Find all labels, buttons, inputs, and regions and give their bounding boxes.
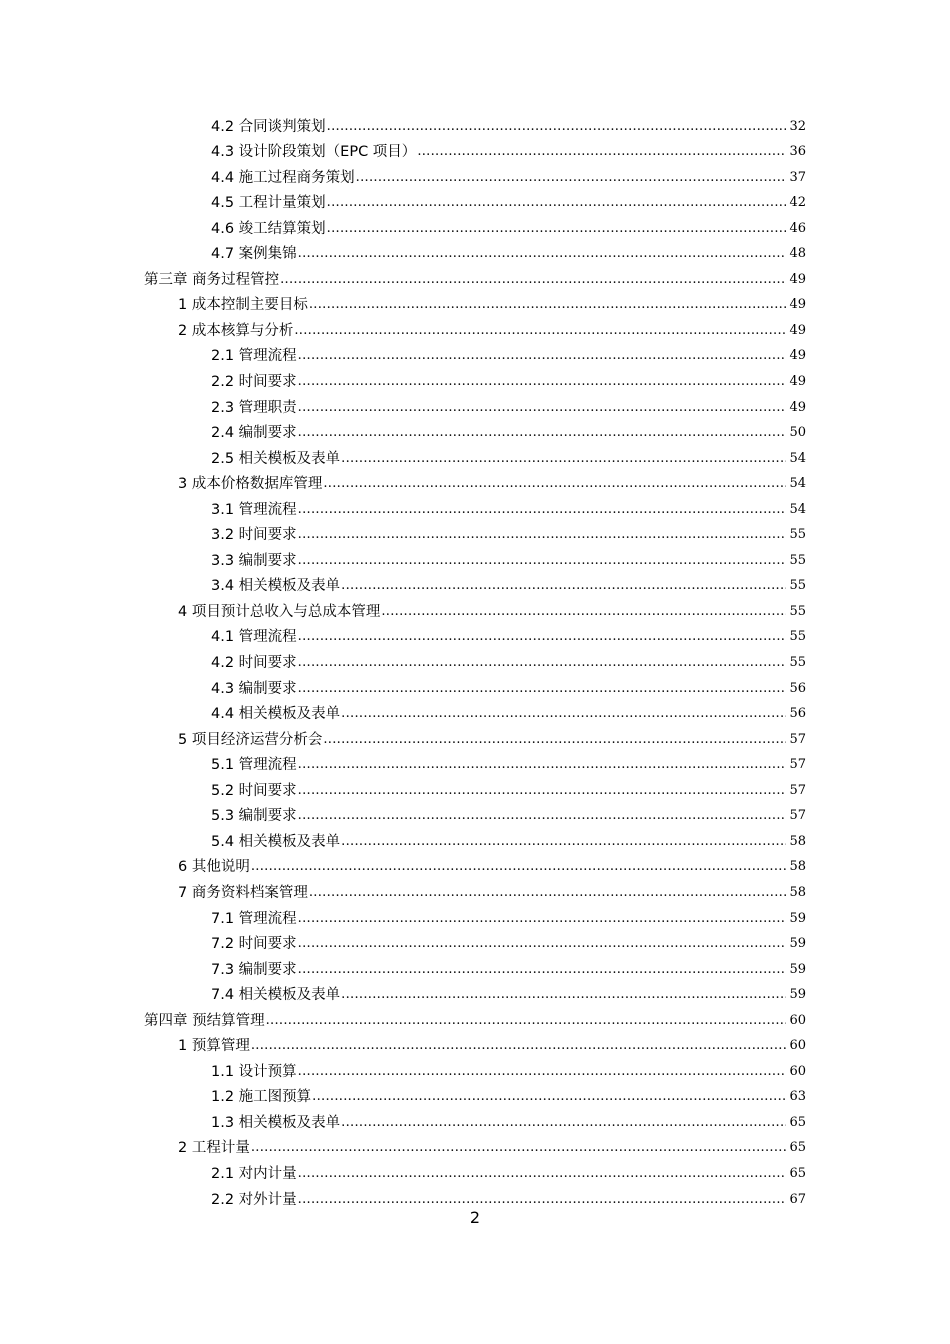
toc-entry-title: [211, 833, 340, 851]
toc-entry-number: 第四章: [144, 1012, 188, 1029]
toc-dot-leader: [417, 143, 786, 161]
toc-entry-title: [211, 705, 340, 723]
toc-entry-number: 2.5: [211, 450, 235, 467]
toc-page-number: 49: [789, 271, 806, 287]
toc-page-number: 46: [789, 220, 806, 236]
toc-entry[interactable]: [0, 673, 950, 699]
toc-entry[interactable]: [0, 111, 950, 137]
toc-entry-title: [178, 731, 322, 749]
toc-dot-leader: [323, 731, 786, 749]
toc-entry[interactable]: [0, 954, 950, 980]
toc-entry-title: [211, 807, 297, 825]
toc-dot-leader: [356, 169, 786, 187]
toc-page-number: 58: [789, 884, 806, 900]
toc-page-number: 32: [789, 118, 806, 134]
toc-page-number: 56: [789, 706, 806, 722]
toc-dot-leader: [298, 373, 786, 391]
toc-entry-title: [211, 782, 297, 800]
toc-dot-leader: [298, 807, 786, 825]
toc-entry-title: [211, 118, 326, 136]
toc-entry-title: [178, 858, 250, 876]
toc-entry-number: 1.1: [211, 1063, 235, 1080]
toc-entry-title: [211, 986, 340, 1004]
toc-entry-number: 2.2: [211, 1191, 235, 1208]
toc-entry-label: 管理流程: [238, 501, 297, 518]
toc-entry-label: 相关模板及表单: [238, 578, 341, 595]
toc-entry[interactable]: [0, 1082, 950, 1108]
toc-entry-label: 管理职责: [238, 399, 297, 416]
toc-page-number: 63: [789, 1089, 806, 1105]
toc-page-number: 60: [789, 1012, 806, 1028]
toc-dot-leader: [294, 322, 786, 340]
toc-dot-leader: [327, 220, 786, 238]
toc-entry-title: [211, 169, 355, 187]
toc-dot-leader: [312, 1088, 786, 1106]
toc-page-number: 55: [789, 578, 806, 594]
toc-entry[interactable]: [0, 596, 950, 622]
toc-page-number: 59: [789, 910, 806, 926]
toc-entry[interactable]: [0, 392, 950, 418]
toc-page-number: 65: [789, 1165, 806, 1181]
toc-entry-title: [211, 450, 340, 468]
toc-entry-number: 6: [178, 859, 188, 876]
toc-entry[interactable]: [0, 903, 950, 929]
toc-page-number: 49: [789, 322, 806, 338]
toc-page-number: 57: [789, 808, 806, 824]
toc-entry-label: 预算管理: [191, 1038, 250, 1055]
toc-entry[interactable]: [0, 264, 950, 290]
toc-entry-title: [211, 935, 297, 953]
toc-dot-leader: [251, 858, 786, 876]
toc-dot-leader: [280, 271, 786, 289]
toc-entry-title: [178, 322, 293, 340]
toc-page-number: 50: [789, 425, 806, 441]
toc-dot-leader: [298, 680, 786, 698]
toc-dot-leader: [298, 628, 786, 646]
toc-entry-number: 5.1: [211, 757, 235, 774]
toc-dot-leader: [298, 552, 786, 570]
toc-entry-number: 2: [178, 1140, 188, 1157]
toc-page-number: 48: [789, 246, 806, 262]
toc-entry-title: [211, 680, 297, 698]
toc-entry-number: 3.1: [211, 501, 235, 518]
toc-dot-leader: [327, 118, 786, 136]
toc-entry-label: 相关模板及表单: [238, 833, 341, 850]
toc-page-number: 36: [789, 144, 806, 160]
toc-entry-title: [211, 245, 297, 263]
toc-entry-label: 管理流程: [238, 757, 297, 774]
toc-dot-leader: [341, 833, 786, 851]
toc-dot-leader: [309, 884, 786, 902]
toc-entry-label: 工程计量策划: [238, 195, 326, 212]
toc-entry-number: 2.1: [211, 348, 235, 365]
toc-entry-label: 相关模板及表单: [238, 450, 341, 467]
toc-page-number: 55: [789, 603, 806, 619]
toc-entry-number: 4.3: [211, 144, 235, 161]
toc-entry[interactable]: [0, 494, 950, 520]
toc-entry[interactable]: [0, 647, 950, 673]
toc-entry-label: 其他说明: [191, 859, 250, 876]
toc-entry-label: 时间要求: [238, 374, 297, 391]
toc-entry[interactable]: [0, 137, 950, 163]
toc-entry[interactable]: [0, 801, 950, 827]
toc-entry-number: 7.2: [211, 936, 235, 953]
toc-dot-leader: [298, 961, 786, 979]
toc-entry[interactable]: [0, 1107, 950, 1133]
toc-dot-leader: [298, 782, 786, 800]
toc-entry[interactable]: [0, 750, 950, 776]
toc-entry-label: 时间要求: [238, 936, 297, 953]
toc-entry-label: 时间要求: [238, 655, 297, 672]
toc-entry-number: 5.4: [211, 833, 235, 850]
toc-entry-title: [211, 424, 297, 442]
toc-entry-number: 4.4: [211, 706, 235, 723]
toc-entry[interactable]: [0, 1158, 950, 1184]
toc-entry-number: 5: [178, 731, 188, 748]
toc-entry-title: [211, 910, 297, 928]
toc-entry[interactable]: [0, 469, 950, 495]
toc-entry[interactable]: [0, 443, 950, 469]
toc-entry-label: 编制要求: [238, 425, 297, 442]
toc-entry-label: 相关模板及表单: [238, 987, 341, 1004]
toc-entry-label: 施工图预算: [238, 1089, 312, 1106]
table-of-contents: [0, 111, 950, 1210]
toc-entry-title: [211, 552, 297, 570]
toc-page-number: 58: [789, 859, 806, 875]
toc-page-number: 54: [789, 476, 806, 492]
toc-entry-number: 1: [178, 297, 188, 314]
toc-page-number: 55: [789, 527, 806, 543]
toc-entry-number: 3: [178, 476, 188, 493]
toc-entry-title: [178, 1139, 250, 1157]
toc-dot-leader: [327, 194, 786, 212]
toc-dot-leader: [266, 1012, 786, 1030]
toc-dot-leader: [298, 424, 786, 442]
toc-entry[interactable]: [0, 699, 950, 725]
toc-page-number: 59: [789, 936, 806, 952]
toc-entry-title: [211, 654, 297, 672]
toc-entry-number: 7.4: [211, 987, 235, 1004]
toc-dot-leader: [341, 577, 786, 595]
toc-entry-label: 案例集锦: [238, 246, 297, 263]
toc-entry[interactable]: [0, 826, 950, 852]
toc-entry-number: 3.2: [211, 527, 235, 544]
toc-entry[interactable]: [0, 162, 950, 188]
toc-entry-number: 7: [178, 884, 188, 901]
toc-entry-title: [178, 603, 380, 621]
toc-page-number: 56: [789, 680, 806, 696]
toc-entry-number: 4.3: [211, 680, 235, 697]
toc-entry[interactable]: [0, 724, 950, 750]
toc-entry-label: 竣工结算策划: [238, 220, 326, 237]
toc-entry-label: 成本价格数据库管理: [191, 476, 323, 493]
toc-entry-title: [211, 220, 326, 238]
toc-page-number: 55: [789, 629, 806, 645]
toc-entry[interactable]: [0, 877, 950, 903]
toc-entry-title: [211, 961, 297, 979]
toc-dot-leader: [298, 654, 786, 672]
toc-entry-label: 对内计量: [238, 1165, 297, 1182]
toc-entry[interactable]: [0, 980, 950, 1006]
toc-entry-number: 4.2: [211, 655, 235, 672]
toc-page-number: 65: [789, 1114, 806, 1130]
toc-page-number: 57: [789, 757, 806, 773]
toc-entry-number: 2.4: [211, 425, 235, 442]
toc-entry[interactable]: [0, 213, 950, 239]
toc-entry-number: 4.7: [211, 246, 235, 263]
toc-entry-label: 设计预算: [238, 1063, 297, 1080]
toc-dot-leader: [341, 450, 786, 468]
toc-dot-leader: [298, 501, 786, 519]
toc-entry-number: 第三章: [144, 271, 188, 288]
toc-entry-title: [211, 373, 297, 391]
toc-entry[interactable]: [0, 1133, 950, 1159]
toc-entry-title: [178, 475, 322, 493]
toc-entry-number: 4.2: [211, 118, 235, 135]
toc-entry-label: 管理流程: [238, 910, 297, 927]
toc-entry-number: 2.3: [211, 399, 235, 416]
toc-entry-title: [211, 628, 297, 646]
toc-dot-leader: [298, 1191, 786, 1209]
toc-entry-label: 编制要求: [238, 552, 297, 569]
toc-dot-leader: [251, 1139, 786, 1157]
toc-entry-label: 对外计量: [238, 1191, 297, 1208]
page-number: 2: [469, 1208, 481, 1227]
toc-entry-label: 预结算管理: [192, 1012, 265, 1029]
toc-entry-title: [211, 347, 297, 365]
toc-entry-title: [211, 1063, 297, 1081]
toc-entry-label: 施工过程商务策划: [238, 169, 355, 186]
toc-dot-leader: [298, 756, 786, 774]
toc-page-number: 60: [789, 1038, 806, 1054]
toc-entry[interactable]: [0, 188, 950, 214]
toc-entry-label: 管理流程: [238, 629, 297, 646]
toc-dot-leader: [251, 1037, 786, 1055]
toc-page-number: 59: [789, 961, 806, 977]
toc-entry-title: [211, 1191, 297, 1209]
toc-dot-leader: [298, 1165, 786, 1183]
toc-entry-title: [211, 526, 297, 544]
toc-page-number: 54: [789, 501, 806, 517]
toc-entry[interactable]: [0, 315, 950, 341]
toc-dot-leader: [298, 910, 786, 928]
toc-entry-number: 4.5: [211, 195, 235, 212]
toc-entry-number: 7.1: [211, 910, 235, 927]
toc-entry-number: 2.2: [211, 374, 235, 391]
toc-entry[interactable]: [0, 622, 950, 648]
toc-entry-title: [211, 1088, 311, 1106]
toc-dot-leader: [298, 347, 786, 365]
toc-dot-leader: [341, 1114, 786, 1132]
toc-entry[interactable]: [0, 1005, 950, 1031]
toc-entry[interactable]: [0, 929, 950, 955]
toc-entry-label: 合同谈判策划: [238, 118, 326, 135]
toc-entry-number: 2: [178, 322, 188, 339]
toc-page-number: 59: [789, 987, 806, 1003]
toc-entry-number: 7.3: [211, 961, 235, 978]
toc-entry-number: 5.2: [211, 782, 235, 799]
toc-dot-leader: [298, 399, 786, 417]
toc-entry-label: 相关模板及表单: [238, 1114, 341, 1131]
toc-entry-label: 时间要求: [238, 527, 297, 544]
toc-entry-number: 1.2: [211, 1089, 235, 1106]
toc-page-number: 65: [789, 1140, 806, 1156]
toc-entry[interactable]: [0, 1031, 950, 1057]
toc-page-number: 55: [789, 552, 806, 568]
toc-entry-title: [211, 194, 326, 212]
toc-entry-label: 成本核算与分析: [191, 322, 294, 339]
toc-entry-number: 2.1: [211, 1165, 235, 1182]
toc-entry-label: 项目预计总收入与总成本管理: [191, 603, 381, 620]
toc-entry-title: [211, 399, 297, 417]
toc-entry-title: [144, 1012, 265, 1030]
toc-page-number: 55: [789, 655, 806, 671]
toc-entry-label: 工程计量: [191, 1140, 250, 1157]
toc-entry[interactable]: [0, 1056, 950, 1082]
toc-entry[interactable]: [0, 290, 950, 316]
toc-entry-number: 1: [178, 1038, 188, 1055]
toc-page-number: 49: [789, 297, 806, 313]
toc-entry-label: 时间要求: [238, 782, 297, 799]
toc-dot-leader: [298, 526, 786, 544]
toc-entry[interactable]: [0, 852, 950, 878]
toc-entry-label: 编制要求: [238, 680, 297, 697]
toc-entry-label: 设计阶段策划（EPC 项目）: [238, 144, 417, 161]
toc-entry-label: 商务过程管控: [192, 271, 280, 288]
toc-entry[interactable]: [0, 418, 950, 444]
toc-entry-label: 管理流程: [238, 348, 297, 365]
toc-page-number: 57: [789, 782, 806, 798]
toc-entry[interactable]: [0, 571, 950, 597]
toc-dot-leader: [298, 245, 786, 263]
toc-entry-title: [211, 1114, 340, 1132]
toc-page-number: 58: [789, 833, 806, 849]
toc-dot-leader: [323, 475, 786, 493]
toc-dot-leader: [341, 705, 786, 723]
toc-page-number: 42: [789, 195, 806, 211]
toc-entry[interactable]: [0, 1184, 950, 1210]
toc-entry-title: [211, 756, 297, 774]
toc-entry-number: 4.4: [211, 169, 235, 186]
toc-entry-title: [178, 296, 308, 314]
toc-entry-label: 商务资料档案管理: [191, 884, 308, 901]
toc-dot-leader: [298, 1063, 786, 1081]
toc-entry-title: [178, 884, 308, 902]
toc-entry-number: 4.6: [211, 220, 235, 237]
toc-entry-title: [211, 1165, 297, 1183]
toc-entry[interactable]: [0, 775, 950, 801]
toc-entry-label: 项目经济运营分析会: [191, 731, 323, 748]
toc-page-number: 60: [789, 1063, 806, 1079]
toc-entry-number: 3.4: [211, 578, 235, 595]
toc-page-number: 57: [789, 731, 806, 747]
toc-entry[interactable]: [0, 366, 950, 392]
toc-entry-label: 成本控制主要目标: [191, 297, 308, 314]
toc-page-number: 49: [789, 399, 806, 415]
toc-dot-leader: [381, 603, 786, 621]
toc-entry-number: 5.3: [211, 808, 235, 825]
toc-entry-title: [144, 271, 279, 289]
toc-page-number: 49: [789, 348, 806, 364]
toc-entry[interactable]: [0, 239, 950, 265]
toc-entry-label: 编制要求: [238, 961, 297, 978]
toc-entry-number: 4.1: [211, 629, 235, 646]
toc-entry-title: [211, 143, 416, 161]
toc-entry-label: 编制要求: [238, 808, 297, 825]
toc-entry-number: 4: [178, 603, 188, 620]
toc-page-number: 37: [789, 169, 806, 185]
toc-dot-leader: [341, 986, 786, 1004]
toc-entry[interactable]: [0, 545, 950, 571]
toc-page-number: 54: [789, 450, 806, 466]
toc-entry-label: 相关模板及表单: [238, 706, 341, 723]
toc-dot-leader: [298, 935, 786, 953]
toc-entry-title: [211, 501, 297, 519]
toc-page-number: 67: [789, 1191, 806, 1207]
toc-entry-title: [178, 1037, 250, 1055]
toc-entry-number: 3.3: [211, 552, 235, 569]
toc-entry[interactable]: [0, 520, 950, 546]
toc-page-number: 49: [789, 374, 806, 390]
toc-dot-leader: [309, 296, 786, 314]
toc-entry-title: [211, 577, 340, 595]
toc-entry[interactable]: [0, 341, 950, 367]
toc-entry-number: 1.3: [211, 1114, 235, 1131]
